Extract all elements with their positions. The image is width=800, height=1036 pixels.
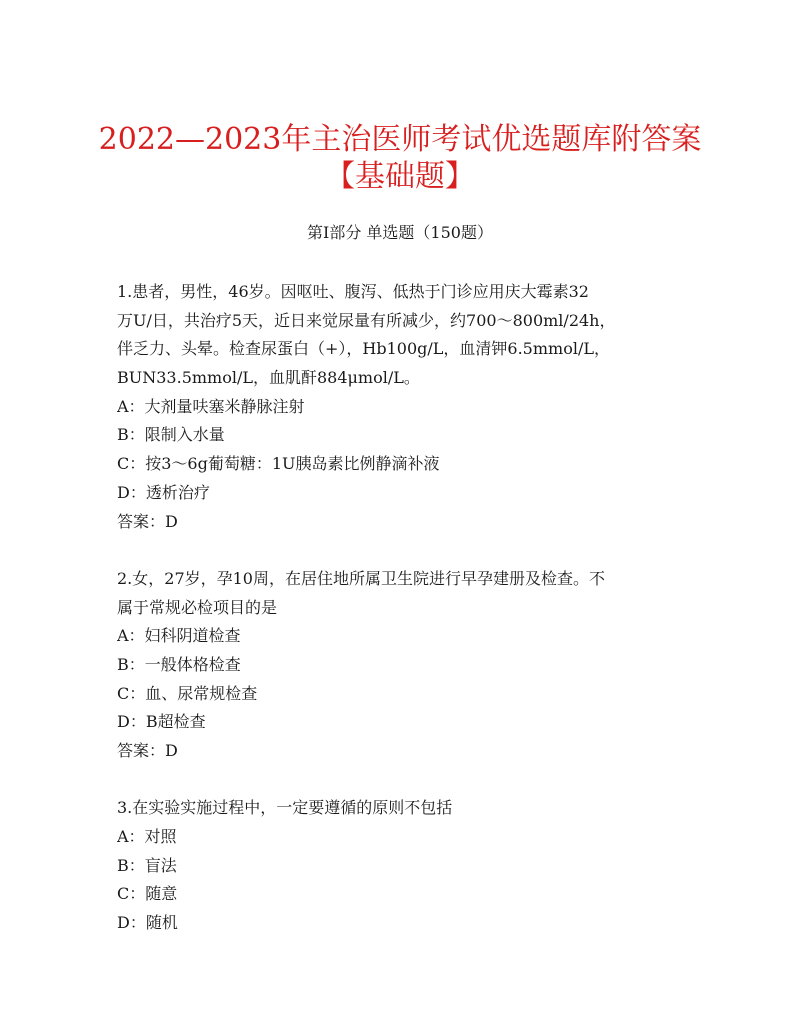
question-stem-line: 1.患者，男性，46岁。因呕吐、腹泻、低热于门诊应用庆大霉素32 — [117, 282, 589, 301]
question-2 — [117, 565, 692, 766]
option-a: A：对照 — [117, 827, 177, 847]
spacer — [117, 536, 692, 565]
question-stem-line: 属于常规必检项目的是 — [117, 597, 278, 617]
question-stem-line: 伴乏力、头晕。检查尿蛋白（+），Hb100g/L，血清钾6.5mmol/L， — [117, 339, 610, 359]
answer-line: 答案：D — [117, 741, 178, 760]
option-b: B：限制入水量 — [117, 425, 225, 445]
question-stem-line: BUN33.5mmol/L，血肌酐884μmol/L。 — [117, 368, 420, 388]
question-list — [117, 278, 692, 938]
document-title-line-1: 2022—2023年主治医师考试优选题库附答案 — [98, 122, 702, 157]
answer-line: 答案：D — [117, 511, 178, 531]
question-1 — [117, 278, 692, 536]
option-d: D：透析治疗 — [117, 482, 210, 502]
question-stem-line: 2.女，27岁，孕10周，在居住地所属卫生院进行早孕建册及检查。不 — [117, 568, 605, 588]
option-b: B：一般体格检查 — [117, 654, 241, 674]
option-c: C：随意 — [117, 884, 178, 904]
option-c: C：按3～6g葡萄糖：1U胰岛素比例静滴补液 — [117, 454, 440, 474]
option-d: D：B超检查 — [117, 712, 206, 732]
option-a: A：妇科阴道检查 — [117, 626, 241, 646]
spacer — [117, 766, 692, 795]
option-a: A：大剂量呋塞米静脉注射 — [117, 396, 305, 416]
option-d: D：随机 — [117, 913, 178, 933]
question-stem-line: 3.在实验实施过程中，一定要遵循的原则不包括 — [117, 798, 453, 818]
question-3 — [117, 794, 692, 937]
section-heading: 第I部分 单选题（150题） — [307, 223, 493, 242]
option-c: C：血、尿常规检查 — [117, 683, 258, 703]
question-stem-line: 万U/日，共治疗5天，近日来觉尿量有所减少，约700～800ml/24h， — [117, 310, 616, 330]
document-title-line-2: 【基础题】 — [325, 159, 475, 194]
option-b: B：盲法 — [117, 855, 177, 875]
